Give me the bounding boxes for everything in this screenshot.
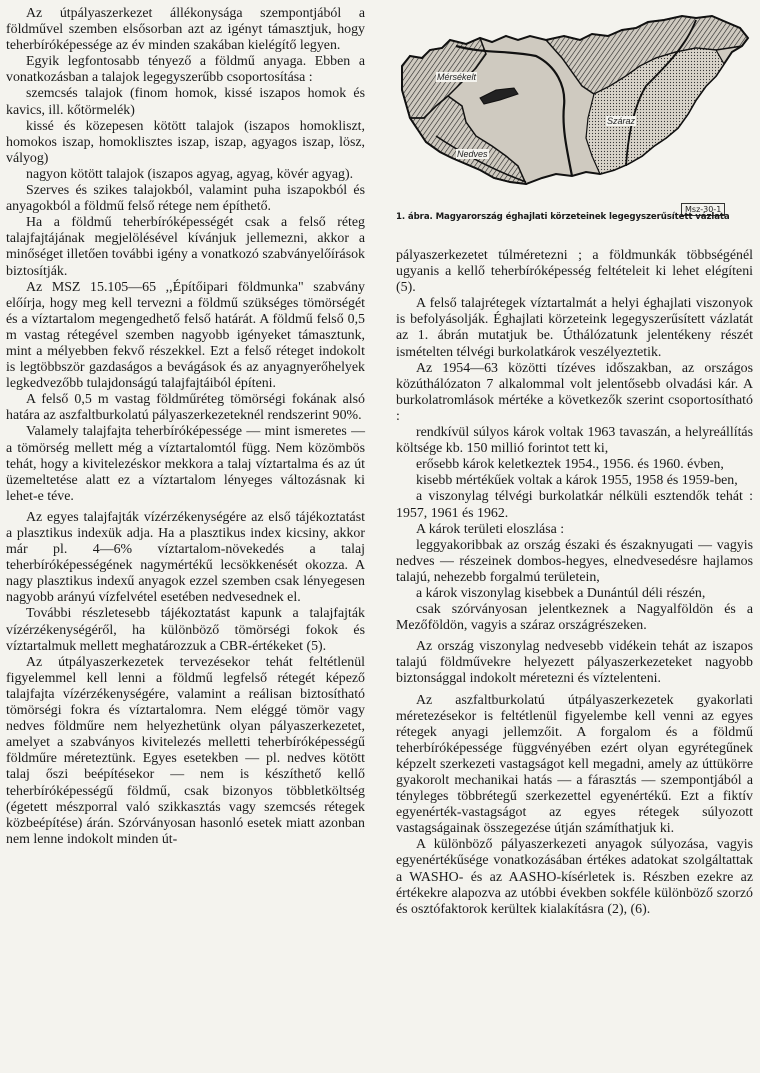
paragraph-continued: pályaszerkezetet túlméretezni ; a földmunkák többségénél ugyanis a kellő teherbíróképesség feltételeit ki lehet elégíteni (5). [396, 248, 753, 296]
paragraph-organic: Szerves és szikes talajokból, valamint puha iszapokból és anyagokból a földmű felső rétege nem építhető. [6, 183, 365, 215]
figure-code: Msz-30-1 [681, 203, 725, 216]
paragraph-thaw-damage: Az 1954—63 közötti tízéves időszakban, az országos közúthálózaton 7 alkalommal volt jelentősebb olvadási kár. A burkolatromlások mértéke a következők szerint csoportosítható : [396, 360, 753, 424]
paragraph-climate: A felső talajrétegek víztartalmát a helyi éghajlati viszonyok is befolyásolják. Éghajlati körzeteink legegyszerűsített vázlatát az 1. ábrán mutatjuk be. Úthálózatunk jelentékeny részét ismételten télvégi burkolatkárok veszélyeztetik. [396, 296, 753, 360]
figure-climate-map [396, 6, 754, 242]
damage-distribution-heading: A károk területi eloszlása : [416, 521, 565, 537]
paragraph-1: Az útpályaszerkezet állékonysága szempontjából a földművel szemben elsősorban azt az igényt támasztjuk, hogy teherbíróképessége az év minden szakában kielégítő legyen. [6, 6, 365, 54]
damage-strong: erősebb károk keletkeztek 1954., 1956. és 1960. évben, [416, 457, 724, 473]
paragraph-cbr: További részletesebb tájékoztatást kapunk a talajfajták vízérzékenységéről, ha különböző tömörségi fokok és víztartalmuk mellett meghatározzuk a CBR-értékeket (5). [6, 606, 365, 654]
right-column [396, 248, 753, 918]
distribution-south: a károk viszonylag kisebbek a Dunántúl déli részén, [416, 585, 706, 601]
soil-group-heavy: nagyon kötött talajok (iszapos agyag, agyag, kövér agyag). [26, 166, 354, 182]
soil-group-granular: szemcsés talajok (finom homok, kissé iszapos homok és kavics, ill. kőtörmelék) [6, 86, 365, 118]
damage-severe: rendkívül súlyos károk voltak 1963 tavaszán, a helyreállítás költsége kb. 150 millió forintot tett ki, [396, 425, 753, 457]
paragraph-msz: Az MSZ 15.105—65 ,,Építőipari földmunka" szabvány előírja, hogy meg kell tervezni a földmű szükséges tömörségét és a víztartalom megengedhető felső határát. A földmű felső 0,5 m vastag rétegével szemben nagyobb igényeket támasztunk, mint a mélyebben fekvő részekkel. Ezt a felső réteget indokolt is legtöbbször gazdaságos a bevágások és az anyagnyerőhelyek legkedvezőbb tulajdonságú talajfajtáiból építeni. [6, 279, 365, 392]
left-column [6, 6, 365, 848]
soil-group-medium: kissé és közepesen kötött talajok (iszapos homokliszt, homokos iszap, homoklisztes iszap, iszap, agyagos iszap, lösz, vályog) [6, 118, 365, 166]
paragraph-design: Az útpályaszerkezetek tervezésekor tehát feltétlenül figyelemmel kell lenni a földmű legfelső rétegét képező talajfajta vízérzékenységére, valamint a reálisan biztosítható tömörségi fokra és víztartalomra. Nem eléggé tömör vagy nedves földműre nem helyezhetünk olyan pályaszerkezetet, amelyet a szabványos kivitelezés melletti teherbíróképességű földműre méreteztünk. Egyes esetekben — pl. nedves kötött talaj őszi beépítésekor — nem is készíthető kellő teherbíróképességű földmű, csak bizonyos többletköltség (égetett mészporral való szikkasztás vagy szemcsés rétegek közbeépítése) árán. Szórványosan hasonló esetek miatt azonban nem lenne indokolt minden út- [6, 654, 365, 847]
paragraph-moisture: Valamely talajfajta teherbíróképessége — mint ismeretes — a tömörség mellett még a víztartalomtól függ. Nem közömbös tehát, hogy a kivitelezéskor mekkora a talaj víztartalma és az út üzemeltetése alatt ez a víztartalom lényeges változásnak ki lehet-e téve. [6, 424, 365, 504]
region-label-dry: Száraz [607, 116, 636, 126]
damage-minor: kisebb mértékűek voltak a károk 1955, 1958 és 1959-ben, [416, 473, 738, 489]
paragraph-wet-regions: Az ország viszonylag nedvesebb vidékein tehát az iszapos talajú földművekre helyezett pályaszerkezeteket nagyobb biztonsággal indokolt méretezni és víztelenteni. [396, 639, 753, 687]
distribution-north: leggyakoribbak az ország északi és északnyugati — vagyis nedves — részeinek dombos-hegyes, elnedvesedésre hajlamos talajú, nehezebb forgalmú területein, [396, 537, 753, 585]
region-label-wet: Nedves [457, 149, 488, 159]
figure-caption: 1. ábra. Magyarország éghajlati körzeteinek legegyszerűsített vázlata [396, 212, 730, 222]
paragraph-asphalt-design: Az aszfaltburkolatú útpályaszerkezetek gyakorlati méretezésekor is feltétlenül figyelembe kell venni az egyes rétegek anyagi jellemzőit. A forgalom és a földmű teherbíróképessége függvényében ezért olyan egyrétegűnek képzelt szerkezeti vastagságot kell megadni, amely az úttükörre gyakorolt mechanikai hatás — a fárasztás — szempontjából a tényleges többrétegű szerkezettel egyenértékű. Ezt a fiktív egyenérték-vastagságot az egyes rétegek súlyozott vastagságainak összegezése útján számíthatjuk ki. [396, 692, 753, 837]
paragraph-weighting: A különböző pályaszerkezeti anyagok súlyozása, vagyis egyenértékűsége vonatkozásában értékes adatokat szolgáltattak a WASHO- és az AASHO-kísérletek is. Részben ezekre az értékekre alapozva az utóbbi években sokféle különböző szorzó és osztófaktorok kerültek kialakításra (2), (6). [396, 837, 753, 917]
paragraph-compaction: A felső 0,5 m vastag földműréteg tömörségi fokának alsó határa az aszfaltburkolatú pályaszerkezeteknél rendszerint 90%. [6, 392, 365, 424]
distribution-plain: csak szórványosan jelentkeznek a Nagyalföldön és a Mezőföldön, vagyis a száraz országrészeken. [396, 602, 753, 634]
hungary-map [396, 6, 754, 212]
paragraph-plasticity: Az egyes talajfajták vízérzékenységére az első tájékoztatást a plasztikus indexük adja. Ha a plasztikus index kicsiny, akkor már pl. 4—6% víztartalom-növekedés a talaj teherbíróképességének nagymértékű lecsökkenését okozza. A nagy plasztikus indexű anyagok ezzel szemben csak lényegesen nagyobb arányú vízfelvétel esetében nedvesednek el. [6, 509, 365, 606]
region-label-moderate: Mérsékelt [437, 72, 477, 82]
paragraph-2: Egyik legfontosabb tényező a földmű anyaga. Ebben a vonatkozásban a talajok legegyszerűbb csoportosítása : [6, 54, 365, 86]
paragraph-bearing: Ha a földmű teherbíróképességét csak a felső réteg talajfajtájának megjelölésével kívánjuk jellemezni, akkor a minőséget illetően további igény a vonatkozó szabványelőírások biztosítják. [6, 215, 365, 279]
damage-none: a viszonylag télvégi burkolatkár nélküli esztendők tehát : 1957, 1961 és 1962. [396, 489, 753, 521]
